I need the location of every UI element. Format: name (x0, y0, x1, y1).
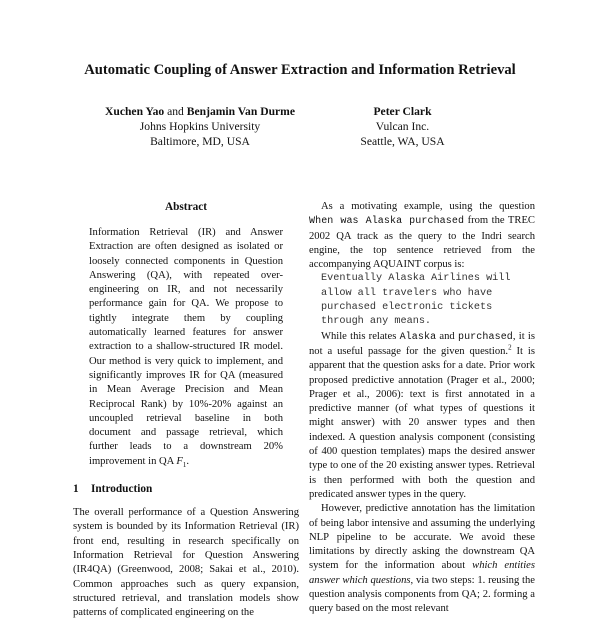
author-block-right (330, 104, 475, 149)
author-name-1: Xuchen Yao (105, 105, 165, 118)
f-measure-symbol: F (176, 455, 183, 467)
abstract-end: . (186, 455, 190, 467)
paper-title: Automatic Coupling of Answer Extraction and Information Retrieval (84, 62, 516, 78)
author-affiliation-right: Vulcan Inc. (375, 120, 430, 133)
text-span: , via two steps: 1. reusing the question analysis components from QA; 2. forming a query based on the most relevant (309, 574, 535, 615)
term-alaska: Alaska (399, 331, 437, 343)
introduction-heading (73, 482, 299, 496)
text-span: While this relates (321, 330, 400, 342)
left-column (73, 200, 299, 620)
footnote-marker: 2 (508, 343, 512, 352)
limitations-paragraph (309, 502, 535, 616)
author-location-left: Baltimore, MD, USA (150, 135, 250, 148)
text-span: from the TREC 2002 QA track as the query to the Indri search engine, the top sentence retrieved from the accompanying AQUAINT corpus is: (309, 215, 535, 271)
author-name-2: Benjamin Van Durme (186, 105, 295, 118)
author-location-right: Seattle, WA, USA (360, 135, 445, 148)
abstract-body: Information Retrieval (IR) and Answer Extraction are often designed as isolated or loosely connected components in Question Answering (QA), with repeated over-engineering on IR, and not necessarily performance gain for QA. We propose to tightly integrate them by coupling automatically learned features for answer extraction to a shallow-structured IR model. Our method is very quick to implement, and significantly improves IR for QA (measured in Mean Average Precision and Mean Reciprocal Rank) by 10%-20% against an uncoupled retrieval baseline in both document and passage retrieval, which further leads to a downstream 20% improvement in QA (89, 227, 283, 467)
text-span: It is apparent that the question asks for a date. Prior work proposed predictive annotation (Prager et al., 2000; Prager et al., 2006): text is first annotated in a predictive manner (of what types of questions it might answer) with 20 answer types and then indexed. A question analysis component (consisting of 400 question templates) maps the desired answer type to one of the 20 existing answer types. Retrieval is then performed with both the question and predicated answer types in the query. (309, 345, 535, 500)
author-block-left (80, 104, 320, 149)
author-name-3: Peter Clark (373, 105, 432, 118)
section-title: Introduction (91, 483, 153, 496)
abstract-text (73, 226, 299, 469)
text-span: and (436, 330, 458, 342)
example-query: When was Alaska purchased (309, 216, 465, 228)
section-number: 1 (73, 483, 79, 496)
text-span: As a motivating example, using the question (321, 201, 535, 212)
right-column (309, 200, 535, 617)
author-names (80, 104, 320, 119)
italic-phrase: which entities answer which questions (309, 560, 535, 586)
text-span: , it is not a useful passage for the given question. (309, 330, 536, 357)
motivating-example-paragraph (309, 200, 535, 272)
predictive-annotation-paragraph (309, 330, 535, 503)
term-purchased: purchased (457, 331, 513, 343)
author-and: and (167, 105, 184, 118)
introduction-paragraph: The overall performance of a Question Answering system is bounded by its Information Retrieval (IR) front end, resulting in research specifically on Information Retrieval for Question Answering (IR4QA) (Greenwood, 2008; Sakai et al., 2010). Common approaches such as query expansion, structured retrieval, and translation models show patterns of complicated engineering on the (73, 507, 299, 619)
f-measure-subscript: 1 (182, 460, 187, 469)
retrieved-sentence-quote: Eventually Alaska Airlines will allow all travelers who have purchased electronic tickets through any means. (321, 273, 511, 328)
abstract-heading: Abstract (164, 201, 208, 213)
author-affiliation-left: Johns Hopkins University (139, 120, 261, 133)
text-span: However, predictive annotation has the limitation of being labor intensive and assuming the underlying NLP pipeline to be accurate. We avoid these limitations by directly asking the downstream QA system for the information about (309, 503, 535, 572)
